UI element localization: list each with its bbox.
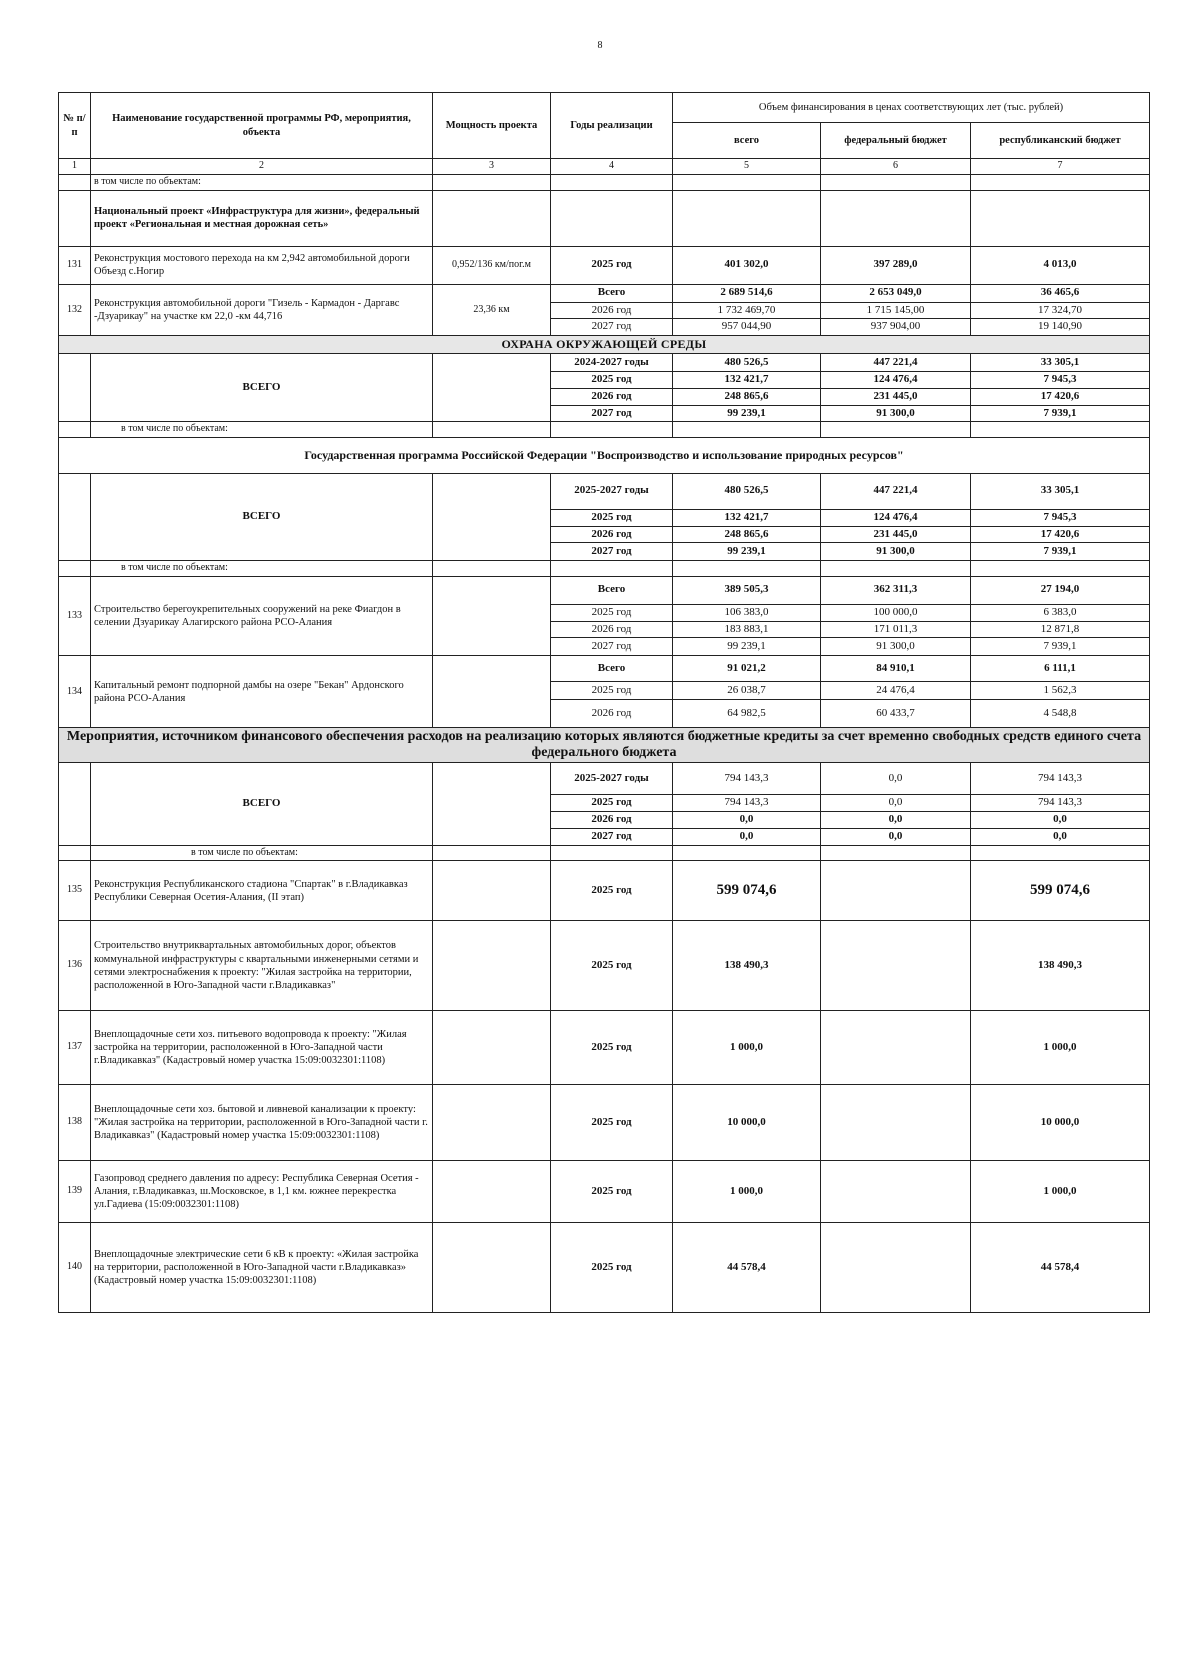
total-value: 138 490,3 xyxy=(673,921,821,1011)
republic-value: 794 143,3 xyxy=(971,763,1150,795)
federal-value: 0,0 xyxy=(821,828,971,845)
object-name: Реконструкция мостового перехода на км 2,942 автомобильной дороги Объезд с.Ногир xyxy=(91,246,433,284)
federal-value: 91 300,0 xyxy=(821,405,971,422)
total-label: ВСЕГО xyxy=(91,354,433,422)
federal-value: 91 300,0 xyxy=(821,638,971,656)
table-row xyxy=(59,473,1150,509)
republic-value: 7 939,1 xyxy=(971,543,1150,561)
total-value: 64 982,5 xyxy=(673,700,821,728)
federal-value: 2 653 049,0 xyxy=(821,284,971,302)
section-row xyxy=(59,336,1150,354)
total-value: 480 526,5 xyxy=(673,473,821,509)
year: 2026 год xyxy=(551,621,673,638)
republic-value: 17 324,70 xyxy=(971,302,1150,319)
total-value: 1 000,0 xyxy=(673,1011,821,1085)
republic-value: 7 939,1 xyxy=(971,405,1150,422)
object-name: Реконструкция автомобильной дороги "Гизель - Кармадон - Даргавс -Дзуарикау" на участке км 22,0 -км 44,716 xyxy=(91,284,433,336)
table-row xyxy=(59,845,1150,861)
col-capacity-header: Мощность проекта xyxy=(433,93,551,159)
total-value: 389 505,3 xyxy=(673,576,821,604)
year: 2024-2027 годы xyxy=(551,354,673,372)
year: 2025 год xyxy=(551,509,673,526)
table-row xyxy=(59,246,1150,284)
row-number: 138 xyxy=(59,1085,91,1161)
table-row xyxy=(59,656,1150,682)
federal-value: 231 445,0 xyxy=(821,388,971,405)
capacity: 23,36 км xyxy=(433,284,551,336)
object-name: Реконструкция Республиканского стадиона "Спартак" в г.Владикавказ Республики Северная Осетия-Алания, (II этап) xyxy=(91,861,433,921)
republic-value: 19 140,90 xyxy=(971,319,1150,336)
object-name: Капитальный ремонт подпорной дамбы на озере "Бекан" Ардонского района РСО-Алания xyxy=(91,656,433,728)
republic-value: 33 305,1 xyxy=(971,354,1150,372)
table-row xyxy=(59,561,1150,577)
index-row xyxy=(59,159,1150,175)
year: 2027 год xyxy=(551,828,673,845)
national-project-title: Национальный проект «Инфраструктура для жизни», федеральный проект «Региональная и местная дорожная сеть» xyxy=(91,190,433,246)
index-cell: 2 xyxy=(91,159,433,175)
index-cell: 6 xyxy=(821,159,971,175)
republic-value: 1 000,0 xyxy=(971,1161,1150,1223)
total-value: 1 000,0 xyxy=(673,1161,821,1223)
total-value: 10 000,0 xyxy=(673,1085,821,1161)
including-label: в том числе по объектам: xyxy=(91,561,433,577)
federal-value: 0,0 xyxy=(821,812,971,829)
col-federal-header: федеральный бюджет xyxy=(821,123,971,159)
year: 2026 год xyxy=(551,812,673,829)
section-environment: ОХРАНА ОКРУЖАЮЩЕЙ СРЕДЫ xyxy=(59,336,1150,354)
republic-value: 27 194,0 xyxy=(971,576,1150,604)
federal-value: 231 445,0 xyxy=(821,526,971,543)
republic-value: 4 548,8 xyxy=(971,700,1150,728)
federal-value: 397 289,0 xyxy=(821,246,971,284)
table-row xyxy=(59,576,1150,604)
table-row xyxy=(59,1223,1150,1313)
page-number: 8 xyxy=(597,40,603,51)
table-row xyxy=(59,422,1150,438)
year: Всего xyxy=(551,576,673,604)
index-cell: 5 xyxy=(673,159,821,175)
col-republic-header: республиканский бюджет xyxy=(971,123,1150,159)
table-row xyxy=(59,921,1150,1011)
row-number: 136 xyxy=(59,921,91,1011)
federal-value: 362 311,3 xyxy=(821,576,971,604)
federal-value: 84 910,1 xyxy=(821,656,971,682)
table-row xyxy=(59,284,1150,302)
table-row xyxy=(59,1085,1150,1161)
section-row xyxy=(59,437,1150,473)
year: 2025 год xyxy=(551,921,673,1011)
col-name-header: Наименование государственной программы РФ, мероприятия, объекта xyxy=(91,93,433,159)
federal-value: 447 221,4 xyxy=(821,354,971,372)
total-label: ВСЕГО xyxy=(91,763,433,845)
including-label: в том числе по объектам: xyxy=(91,422,433,438)
year: 2025 год xyxy=(551,246,673,284)
table-row xyxy=(59,354,1150,372)
object-name: Внеплощадочные сети хоз. питьевого водопровода к проекту: "Жилая застройка на территории, расположенной в Юго-Западной части г.Владикавказ" (Кадастровый номер участка 15:09:0032301:1108) xyxy=(91,1011,433,1085)
republic-value: 10 000,0 xyxy=(971,1085,1150,1161)
table-row xyxy=(59,1161,1150,1223)
year: 2026 год xyxy=(551,388,673,405)
funding-table xyxy=(58,92,1150,1313)
republic-value: 6 111,1 xyxy=(971,656,1150,682)
year: 2026 год xyxy=(551,526,673,543)
row-number: 134 xyxy=(59,656,91,728)
total-value: 0,0 xyxy=(673,812,821,829)
federal-value: 91 300,0 xyxy=(821,543,971,561)
republic-value: 17 420,6 xyxy=(971,526,1150,543)
table-row xyxy=(59,190,1150,246)
republic-value: 7 945,3 xyxy=(971,509,1150,526)
index-cell: 1 xyxy=(59,159,91,175)
total-value: 99 239,1 xyxy=(673,405,821,422)
federal-value: 24 476,4 xyxy=(821,682,971,700)
republic-value: 4 013,0 xyxy=(971,246,1150,284)
total-value: 26 038,7 xyxy=(673,682,821,700)
total-value: 2 689 514,6 xyxy=(673,284,821,302)
index-cell: 4 xyxy=(551,159,673,175)
year: 2025 год xyxy=(551,1223,673,1313)
total-value: 1 732 469,70 xyxy=(673,302,821,319)
republic-value: 1 000,0 xyxy=(971,1011,1150,1085)
col-total-header: всего xyxy=(673,123,821,159)
total-value: 599 074,6 xyxy=(673,861,821,921)
year: 2027 год xyxy=(551,319,673,336)
row-number: 133 xyxy=(59,576,91,656)
federal-value: 0,0 xyxy=(821,763,971,795)
col-funding-header: Объем финансирования в ценах соответствующих лет (тыс. рублей) xyxy=(673,93,1150,123)
total-value: 480 526,5 xyxy=(673,354,821,372)
republic-value: 138 490,3 xyxy=(971,921,1150,1011)
total-value: 401 302,0 xyxy=(673,246,821,284)
total-label: ВСЕГО xyxy=(91,473,433,561)
total-value: 44 578,4 xyxy=(673,1223,821,1313)
year: 2025-2027 годы xyxy=(551,763,673,795)
year: 2025 год xyxy=(551,795,673,812)
col-num-header: № п/п xyxy=(59,93,91,159)
republic-value: 0,0 xyxy=(971,828,1150,845)
republic-value: 599 074,6 xyxy=(971,861,1150,921)
republic-value: 1 562,3 xyxy=(971,682,1150,700)
year: 2025 год xyxy=(551,861,673,921)
federal-value: 937 904,00 xyxy=(821,319,971,336)
republic-value: 7 945,3 xyxy=(971,372,1150,389)
section-row xyxy=(59,728,1150,763)
row-number: 140 xyxy=(59,1223,91,1313)
year: 2027 год xyxy=(551,405,673,422)
index-cell: 3 xyxy=(433,159,551,175)
republic-value: 6 383,0 xyxy=(971,604,1150,621)
year: 2025 год xyxy=(551,1085,673,1161)
year: Всего xyxy=(551,284,673,302)
table-row xyxy=(59,174,1150,190)
federal-value: 1 715 145,00 xyxy=(821,302,971,319)
col-years-header: Годы реализации xyxy=(551,93,673,159)
object-name: Газопровод среднего давления по адресу: Республика Северная Осетия - Алания, г.Владикавказ, ш.Московское, в 1,1 км. южнее перекрестка ул.Гадиева (15:09:0032301:1108) xyxy=(91,1161,433,1223)
total-value: 132 421,7 xyxy=(673,372,821,389)
index-cell: 7 xyxy=(971,159,1150,175)
year: 2025 год xyxy=(551,682,673,700)
table-row xyxy=(59,1011,1150,1085)
total-value: 794 143,3 xyxy=(673,795,821,812)
total-value: 0,0 xyxy=(673,828,821,845)
republic-value: 794 143,3 xyxy=(971,795,1150,812)
republic-value: 33 305,1 xyxy=(971,473,1150,509)
total-value: 183 883,1 xyxy=(673,621,821,638)
total-value: 91 021,2 xyxy=(673,656,821,682)
table-row xyxy=(59,763,1150,795)
section-budget-credits: Мероприятия, источником финансового обеспечения расходов на реализацию которых являются бюджетные кредиты за счет временно свободных средств единого счета федерального бюджета xyxy=(59,728,1150,763)
capacity: 0,952/136 км/пог.м xyxy=(433,246,551,284)
row-number: 135 xyxy=(59,861,91,921)
table-row xyxy=(59,861,1150,921)
total-value: 248 865,6 xyxy=(673,388,821,405)
republic-value: 17 420,6 xyxy=(971,388,1150,405)
year: 2025-2027 годы xyxy=(551,473,673,509)
federal-value: 171 011,3 xyxy=(821,621,971,638)
total-value: 957 044,90 xyxy=(673,319,821,336)
object-name: Строительство берегоукрепительных сооружений на реке Фиагдон в селении Дзуарикау Алагирского района РСО-Алания xyxy=(91,576,433,656)
year: 2027 год xyxy=(551,638,673,656)
object-name: Внеплощадочные электрические сети 6 кВ к проекту: «Жилая застройка на территории, расположенной в Юго-Западной части г.Владикавказ» (Кадастровый номер участка 15:09:0032301:1108) xyxy=(91,1223,433,1313)
federal-value: 447 221,4 xyxy=(821,473,971,509)
republic-value: 0,0 xyxy=(971,812,1150,829)
year: 2026 год xyxy=(551,700,673,728)
object-name: Строительство внутриквартальных автомобильных дорог, объектов коммунальной инфраструктуры с квартальными инженерными сетями и сетями электроснабжения к проекту: "Жилая застройка на территории, расположенной в Юго-Западной части г.Владикавказ" xyxy=(91,921,433,1011)
year: 2025 год xyxy=(551,604,673,621)
year: 2026 год xyxy=(551,302,673,319)
year: 2025 год xyxy=(551,372,673,389)
federal-value: 124 476,4 xyxy=(821,509,971,526)
republic-value: 44 578,4 xyxy=(971,1223,1150,1313)
including-label: в том числе по объектам: xyxy=(91,845,433,861)
row-number: 139 xyxy=(59,1161,91,1223)
republic-value: 12 871,8 xyxy=(971,621,1150,638)
federal-value: 100 000,0 xyxy=(821,604,971,621)
federal-value: 60 433,7 xyxy=(821,700,971,728)
federal-value: 0,0 xyxy=(821,795,971,812)
total-value: 99 239,1 xyxy=(673,638,821,656)
republic-value: 36 465,6 xyxy=(971,284,1150,302)
year: 2025 год xyxy=(551,1161,673,1223)
row-number: 137 xyxy=(59,1011,91,1085)
federal-value: 124 476,4 xyxy=(821,372,971,389)
program-title: Государственная программа Российской Федерации "Воспроизводство и использование природных ресурсов" xyxy=(59,437,1150,473)
year: 2027 год xyxy=(551,543,673,561)
object-name: Внеплощадочные сети хоз. бытовой и ливневой канализации к проекту: "Жилая застройка на территории, расположенной в Юго-Западной части г. Владикавказ" (Кадастровый номер участка 15:09:0032301:1108) xyxy=(91,1085,433,1161)
total-value: 106 383,0 xyxy=(673,604,821,621)
row-number: 131 xyxy=(59,246,91,284)
republic-value: 7 939,1 xyxy=(971,638,1150,656)
total-value: 794 143,3 xyxy=(673,763,821,795)
row-number: 132 xyxy=(59,284,91,336)
total-value: 99 239,1 xyxy=(673,543,821,561)
year: 2025 год xyxy=(551,1011,673,1085)
year: Всего xyxy=(551,656,673,682)
total-value: 132 421,7 xyxy=(673,509,821,526)
including-label: в том числе по объектам: xyxy=(91,174,433,190)
total-value: 248 865,6 xyxy=(673,526,821,543)
